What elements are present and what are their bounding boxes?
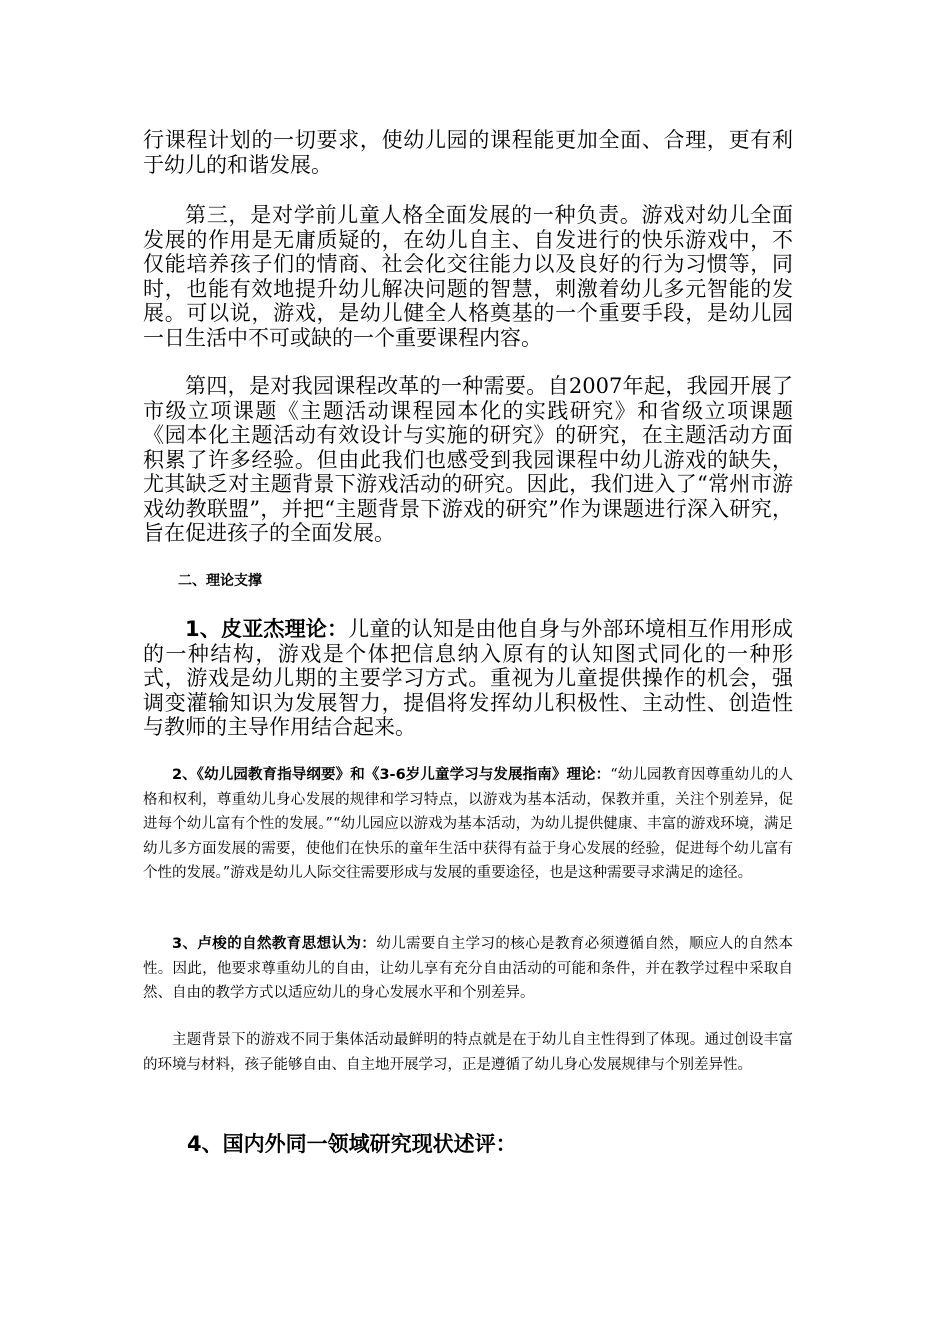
- theory-piaget-text: 儿童的认知是由他自身与外部环境相互作用形成的一种结构，游戏是个体把信息纳入原有的认知图式同化的一种形式，游戏是幼儿期的主要学习方式。重视为儿童提供操作的机会，强调变灌输知识为发展智力，提倡将发挥幼儿积极性、主动性、创造性与教师的主导作用结合起来。: [143, 617, 793, 739]
- theory-rousseau: [143, 932, 793, 1006]
- paragraph-fourth: 第四，是对我园课程改革的一种需要。自2007年起，我园开展了市级立项课题《主题活动课程园本化的实践研究》和省级立项课题《园本化主题活动有效设计与实施的研究》的研究，在主题活动方面积累了许多经验。但由此我们也感受到我园课程中幼儿游戏的缺失，尤其缺乏对主题背景下游戏活动的研究。因此，我们进入了“常州市游戏幼教联盟”，并把“主题背景下游戏的研究”作为课题进行深入研究，旨在促进孩子的全面发展。: [143, 374, 793, 545]
- theory-rousseau-text: 幼儿需要自主学习的核心是教育必须遵循自然，顺应人的自然本性。因此，他要求尊重幼儿的自由，让幼儿享有充分自由活动的可能和条件，并在教学过程中采取自然、自由的教学方式以适应幼儿的身心发展水平和个别差异。: [143, 936, 794, 1001]
- theory-summary: 主题背景下的游戏不同于集体活动最鲜明的特点就是在于幼儿自主性得到了体现。通过创设丰富的环境与材料，孩子能够自由、自主地开展学习，正是遵循了幼儿身心发展规律与个别差异性。: [143, 1032, 793, 1073]
- theory-piaget-label: 1、皮亚杰理论：: [185, 617, 349, 641]
- paragraph-third: 第三，是对学前儿童人格全面发展的一种负责。游戏对幼儿全面发展的作用是无庸质疑的，在幼儿自主、自发进行的快乐游戏中，不仅能培养孩子们的情商、社会化交往能力以及良好的行为习惯等，同时，也能有效地提升幼儿解决问题的智慧，刺激着幼儿多元智能的发展。可以说，游戏，是幼儿健全人格奠基的一个重要手段，是幼儿园一日生活中不可或缺的一个重要课程内容。: [143, 203, 793, 350]
- theory-piaget: [143, 617, 793, 740]
- theory-guidelines-text: “幼儿园教育因尊重幼儿的人格和权利，尊重幼儿身心发展的规律和学习特点，以游戏为基本活动，保教并重，关注个别差异，促进每个幼儿富有个性的发展。”“幼儿园应以游戏为基本活动，为幼儿提供健康、丰富的游戏环境，满足幼儿多方面发展的需要，使他们在快乐的童年生活中获得有益于身心发展的经验，促进每个幼儿富有个性的发展。”游戏是幼儿人际交往需要形成与发展的重要途径，也是这种需要寻求满足的途径。: [143, 767, 793, 881]
- theory-rousseau-label: 3、卢梭的自然教育思想认为：: [172, 936, 377, 952]
- theory-guidelines: [143, 763, 793, 886]
- paragraph-continuation: 行课程计划的一切要求，使幼儿园的课程能更加全面、合理，更有利于幼儿的和谐发展。: [143, 128, 793, 177]
- section-four-heading: 4、国内外同一领域研究现状述评：: [187, 1132, 517, 1156]
- section-two-heading: 二、理论支撑: [178, 573, 262, 589]
- theory-guidelines-label: 2、《幼儿园教育指导纲要》和《3-6岁儿童学习与发展指南》理论：: [172, 767, 611, 783]
